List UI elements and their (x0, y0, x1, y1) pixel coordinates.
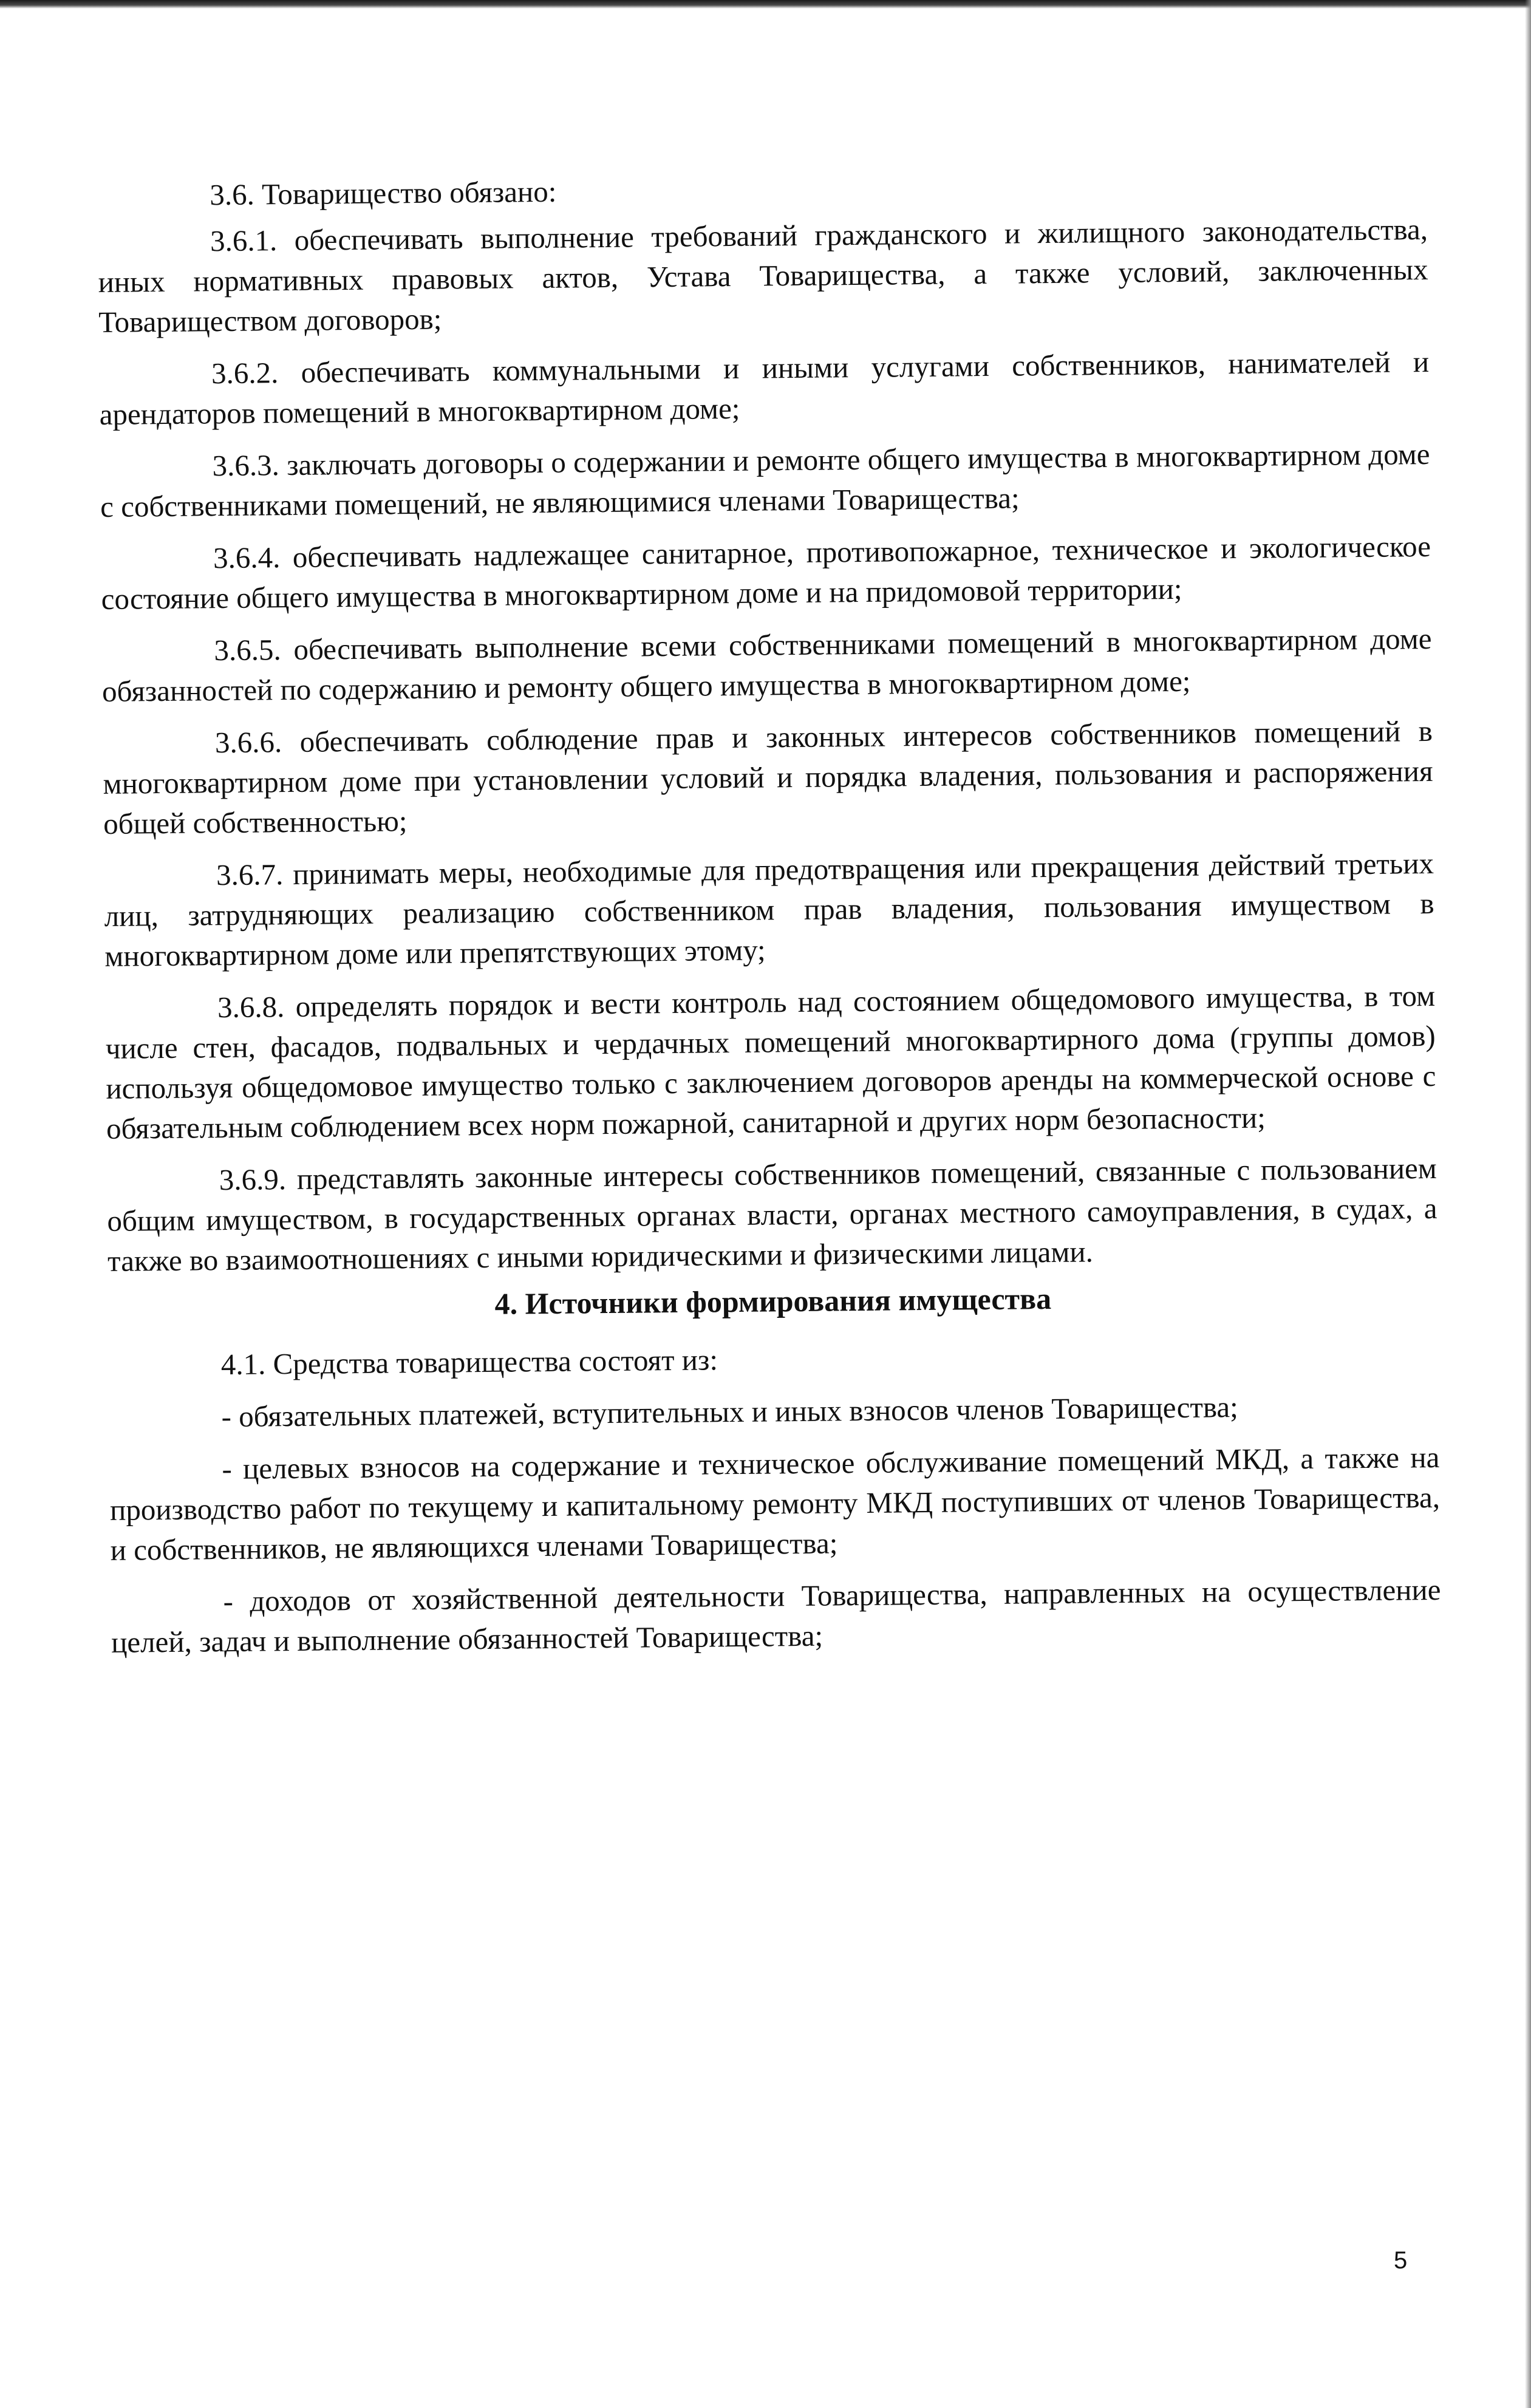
funding-item-3: - доходов от хозяйственной деятельности Товарищества, направленных на осуществление целей, задач и выполнение обязанностей Товарищества; (111, 1572, 1441, 1659)
clause-3-6-8: 3.6.8. определять порядок и вести контроль над состоянием общедомового имущества, в том числе стен, фасадов, подвальных и чердачных помещений многоквартирного дома (группы домов) используя общедомовое имущество только с заключением договоров аренды на коммерческой основе с обязательным соблюдением всех норм пожарной, санитарной и других норм безопасности; (105, 978, 1436, 1145)
clause-3-6-2: 3.6.2. обеспечивать коммунальными и иными услугами собственников, нанимателей и арендаторов помещений в многоквартирном доме; (99, 344, 1430, 431)
clause-3-6-4: 3.6.4. обеспечивать надлежащее санитарное, противопожарное, техническое и экологическое состояние общего имущества в многоквартирном доме и на придомовой территории; (101, 529, 1431, 616)
clause-3-6-9: 3.6.9. представлять законные интересы собственников помещений, связанные с пользованием общим имуществом, в государственных органах власти, органах местного самоуправления, в судах, а также во взаимоотношениях с иными юридическими и физическими лицами. (107, 1151, 1437, 1278)
funding-item-1: - обязательных платежей, вступительных и иных взносов членов Товарищества; (221, 1390, 1239, 1434)
section-title-4: 4. Источники формирования имущества (494, 1281, 1052, 1321)
clause-3-6-3: 3.6.3. заключать договоры о содержании и ремонте общего имущества в многоквартирном доме с собственниками помещений, не являющимися членами Товарищества; (100, 437, 1430, 524)
document-page (97, 163, 1442, 1675)
clause-3-6-1: 3.6.1. обеспечивать выполнение требований гражданского и жилищного законодательства, иных нормативных правовых актов, Устава Товарищества, а также условий, заключенных Товариществом договоров; (98, 212, 1428, 339)
page-number: 5 (1394, 2247, 1408, 2274)
clause-3-6-6: 3.6.6. обеспечивать соблюдение прав и законных интересов собственников помещений в многоквартирном доме при установлении условий и порядка владения, пользования и распоряжения общей собственностью; (103, 714, 1433, 841)
clause-3-6-5: 3.6.5. обеспечивать выполнение всеми собственниками помещений в многоквартирном доме обязанностей по содержанию и ремонту общего имущества в многоквартирном доме; (101, 621, 1432, 708)
clause-3-6-7: 3.6.7. принимать меры, необходимые для предотвращения или прекращения действий третьих лиц, затрудняющих реализацию собственником прав владения, пользования имуществом в многоквартирном доме или препятствующих этому; (104, 846, 1434, 973)
scan-edge-right (1525, 0, 1531, 2408)
funding-item-2: - целевых взносов на содержание и техническое обслуживание помещений МКД, а также на производство работ по текущему и капитальному ремонту МКД поступивших от членов Товарищества, и собственников, не являющихся членами Товарищества; (109, 1440, 1441, 1567)
section-heading-3-6: 3.6. Товарищество обязано: (210, 174, 557, 212)
scan-edge-top (0, 0, 1531, 9)
clause-4-1: 4.1. Средства товарищества состоят из: (220, 1343, 718, 1382)
